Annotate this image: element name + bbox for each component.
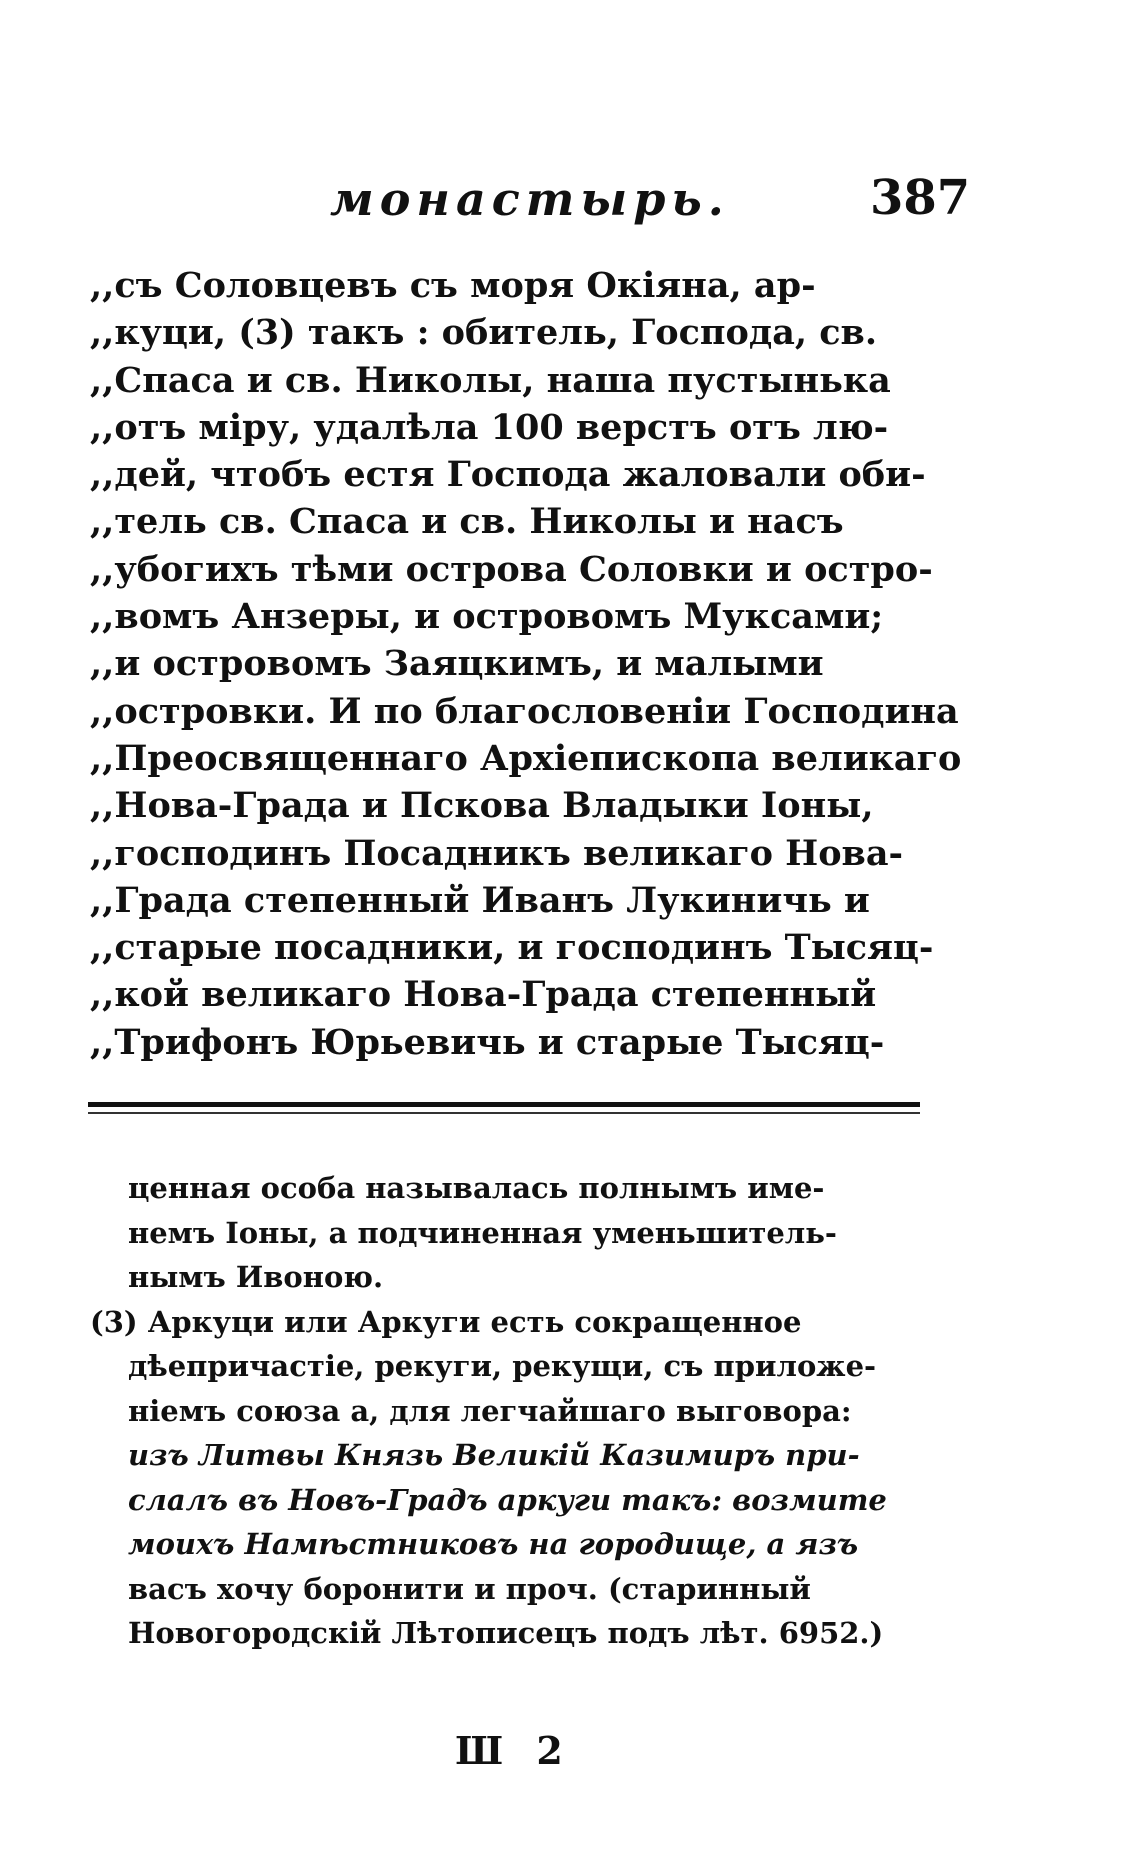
text-line: ,,Преосвященнаго Архiепископа великаго bbox=[90, 737, 962, 779]
footnote-line: дѣепричастіе, рекуги, рекущи, съ приложе- bbox=[128, 1349, 877, 1383]
footnote-line: немъ Іоны, а подчиненная уменьшитель- bbox=[128, 1215, 837, 1250]
footnote-divider bbox=[88, 1102, 920, 1107]
footnote-line: моихъ Намѣстниковъ на городище, а язъ bbox=[128, 1527, 859, 1561]
footnote-divider-thin bbox=[88, 1112, 920, 1114]
running-title: монастырь. bbox=[330, 172, 730, 226]
footnote-line: слалъ въ Новъ-Градъ аркуги такъ: возмите bbox=[128, 1482, 887, 1517]
text-line: ,,островки. И по благословенiи Господина bbox=[90, 690, 959, 732]
footnotes bbox=[90, 1166, 940, 1656]
text-line: ,,дей, чтобъ естя Господа жаловали оби- bbox=[90, 454, 926, 496]
text-line: ,,Нова-Града и Пскова Владыки Іоны, bbox=[90, 785, 874, 827]
footnote-line: нiемъ союза а, для легчайшаго выговора: bbox=[128, 1393, 852, 1428]
text-line: ,,тель св. Спаса и св. Николы и насъ bbox=[90, 501, 844, 543]
text-line: ,,куци, (3) такъ : обитель, Господа, св. bbox=[90, 312, 878, 354]
text-line: ,,убогихъ тѣми острова Соловки и остро- bbox=[90, 548, 933, 590]
text-line: ,,вомъ Анзеры, и островомъ Муксами; bbox=[90, 596, 884, 638]
text-line: ,,Града степенный Иванъ Лукиничь и bbox=[90, 879, 870, 921]
footnote-line: нымъ Ивонoю. bbox=[128, 1260, 384, 1294]
text-line: ,,старые посадники, и господинъ Тысяц- bbox=[90, 927, 934, 969]
text-line: ,,кой великаго Нова-Града степенный bbox=[90, 974, 877, 1016]
text-line: ,,отъ міру, удалѣла 100 верстъ отъ лю- bbox=[90, 406, 889, 448]
signature-mark: Ш 2 bbox=[455, 1728, 573, 1773]
text-line: ,,господинъ Посадникъ великаго Нова- bbox=[90, 832, 904, 874]
text-line: ,,Трифонъ Юрьевичь и старые Тысяц- bbox=[90, 1021, 885, 1063]
main-text bbox=[90, 262, 962, 1066]
text-line: ,,Спаса и св. Николы, наша пустынька bbox=[90, 359, 891, 401]
footnote-line: васъ хочу боронити и проч. (старинный bbox=[128, 1571, 811, 1606]
text-line: ,,и островомъ Заяцкимъ, и малыми bbox=[90, 643, 824, 685]
footnote-line: Новогородскій Лѣтописецъ подъ лѣт. 6952.) bbox=[128, 1616, 884, 1650]
footnote-line: ценная особа называлась полнымъ име- bbox=[128, 1171, 825, 1205]
page-number: 387 bbox=[870, 170, 971, 226]
footnote-line: (3) Аркуци или Аркуги есть сокращенное bbox=[90, 1304, 802, 1339]
text-line: ,,съ Соловцевъ съ моря Окіяна, ар- bbox=[90, 265, 816, 306]
footnote-line: изъ Литвы Князь Великій Казимиръ при- bbox=[128, 1438, 860, 1472]
